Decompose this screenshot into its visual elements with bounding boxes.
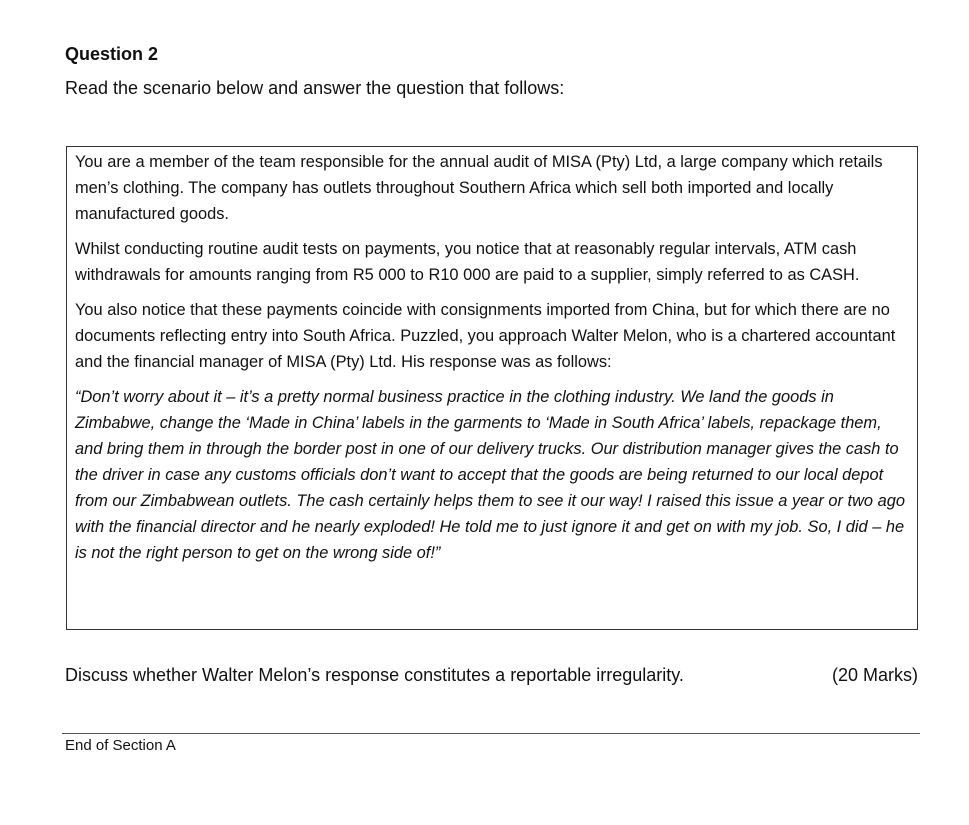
section-divider [62, 733, 920, 734]
task-marks: (20 Marks) [831, 665, 918, 685]
task-row [65, 665, 918, 686]
instruction-text: Read the scenario below and answer the question that follows: [65, 78, 565, 98]
scenario-paragraph-1: You are a member of the team responsible for the annual audit of MISA (Pty) Ltd, a large company which retails men’s clothing. The company has outlets throughout Southern Africa which sell both imported and locally manufactured goods. [75, 153, 883, 223]
task-prompt: Discuss whether Walter Melon’s response constitutes a reportable irregularity. [65, 665, 684, 685]
scenario-paragraph-3: You also notice that these payments coincide with consignments imported from China, but for which there are no documents reflecting entry into South Africa. Puzzled, you approach Walter Melon, who is a chartered accountant and the financial manager of MISA (Pty) Ltd. His response was as follows: [75, 301, 896, 371]
question-title: Question 2 [65, 44, 159, 64]
scenario-paragraph-2: Whilst conducting routine audit tests on payments, you notice that at reasonably regular intervals, ATM cash withdrawals for amounts ranging from R5 000 to R10 000 are paid to a supplier, simply referred to as CASH. [75, 240, 860, 284]
end-of-section-text: End of Section A [65, 737, 176, 754]
scenario-quote: “Don’t worry about it – it’s a pretty normal business practice in the clothing industry. We land the goods in Zimbabwe, change the ‘Made in China’ labels in the garments to ‘Made in South Africa’ labels, repackage them, and bring them in through the border post in one of our delivery trucks. Our distribution manager gives the cash to the driver in case any customs officials don’t want to accept that the goods are being returned to our local depot from our Zimbabwean outlets. The cash certainly helps them to see it our way! I raised this issue a year or two ago with the financial director and he nearly exploded! He told me to just ignore it and get on with my job. So, I did – he is not the right person to get on the wrong side of!” [75, 388, 905, 562]
scenario-box [66, 146, 918, 630]
